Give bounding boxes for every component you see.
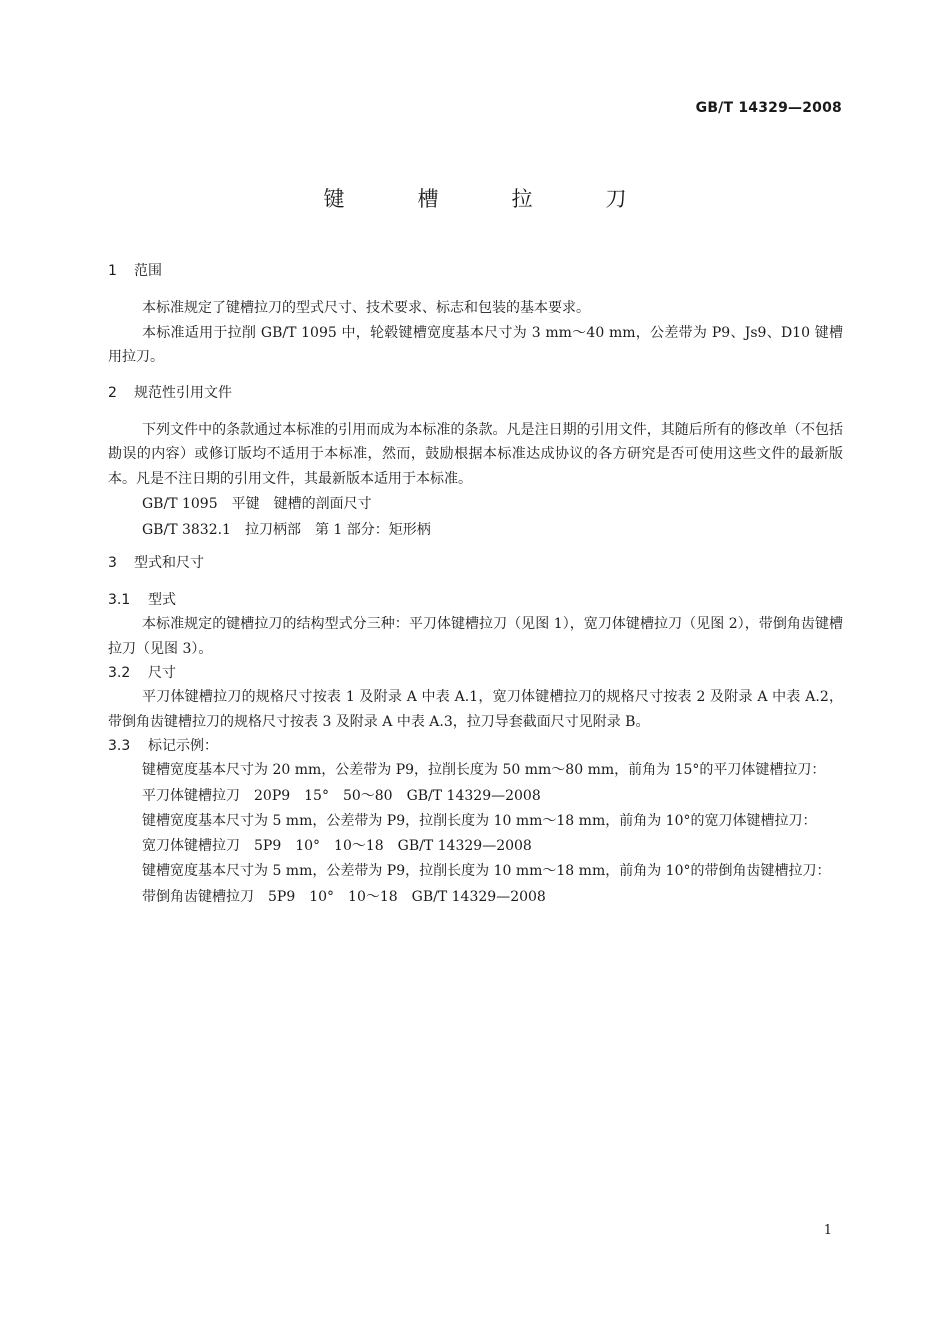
paragraph: 平刀体键槽拉刀的规格尺寸按表 1 及附录 A 中表 A.1，宽刀体键槽拉刀的规格尺寸按表 2 及附录 A 中表 A.2，带倒角齿键槽拉刀的规格尺寸按表 3 及附录 A 中表 A.3，拉刀导套截面尺寸见附录 B。 bbox=[108, 689, 843, 730]
document-body bbox=[108, 260, 843, 910]
reference-item: GB/T 3832.1 拉刀柄部 第 1 部分：矩形柄 bbox=[142, 522, 431, 538]
subsection-heading-marking-examples bbox=[108, 734, 843, 758]
subsection-title: 标记示例： bbox=[148, 738, 218, 754]
subsection-title: 尺寸 bbox=[148, 665, 176, 681]
section-title: 规范性引用文件 bbox=[134, 384, 232, 401]
example-marking: 平刀体键槽拉刀 20P9 15° 50～80 GB/T 14329—2008 bbox=[142, 787, 541, 804]
section-number: 2 bbox=[108, 384, 117, 401]
subsection-title: 型式 bbox=[148, 592, 176, 608]
document-title: 键 槽 拉 刀 bbox=[323, 187, 653, 211]
subsection-number: 3.3 bbox=[108, 738, 131, 754]
section-title: 范围 bbox=[134, 263, 162, 279]
example-marking: 宽刀体键槽拉刀 5P9 10° 10～18 GB/T 14329—2008 bbox=[142, 838, 532, 854]
subsection-heading-dimensions bbox=[108, 661, 843, 685]
section-number: 3 bbox=[108, 555, 117, 571]
example-description: 键槽宽度基本尺寸为 5 mm，公差带为 P9，拉削长度为 10 mm～18 mm，前角为 10°的宽刀体键槽拉刀： bbox=[142, 812, 817, 829]
section-heading-normative-references bbox=[108, 382, 843, 404]
paragraph: 本标准规定了键槽拉刀的型式尺寸、技术要求、标志和包装的基本要求。 bbox=[142, 300, 590, 316]
example-marking: 带倒角齿键槽拉刀 5P9 10° 10～18 GB/T 14329—2008 bbox=[142, 888, 546, 905]
section-heading-scope bbox=[108, 260, 843, 282]
paragraph: 本标准规定的键槽拉刀的结构型式分三种：平刀体键槽拉刀（见图 1），宽刀体键槽拉刀（见图 2），带倒角齿键槽拉刀（见图 3）。 bbox=[108, 616, 843, 657]
subsection-number: 3.1 bbox=[108, 592, 131, 608]
reference-item: GB/T 1095 平键 键槽的剖面尺寸 bbox=[142, 496, 372, 512]
example-description: 键槽宽度基本尺寸为 20 mm，公差带为 P9，拉削长度为 50 mm～80 mm，前角为 15°的平刀体键槽拉刀： bbox=[142, 762, 826, 778]
section-title: 型式和尺寸 bbox=[134, 555, 204, 571]
section-number: 1 bbox=[108, 263, 117, 279]
subsection-heading-types bbox=[108, 588, 843, 612]
paragraph: 本标准适用于拉削 GB/T 1095 中，轮毂键槽宽度基本尺寸为 3 mm～40 mm，公差带为 P9、Js9、D10 键槽用拉刀。 bbox=[108, 324, 843, 365]
page-number: 1 bbox=[823, 1223, 832, 1238]
standard-code: GB/T 14329—2008 bbox=[695, 100, 842, 116]
subsection-number: 3.2 bbox=[108, 665, 131, 681]
example-description: 键槽宽度基本尺寸为 5 mm，公差带为 P9，拉削长度为 10 mm～18 mm，前角为 10°的带倒角齿键槽拉刀： bbox=[142, 863, 831, 879]
paragraph: 下列文件中的条款通过本标准的引用而成为本标准的条款。凡是注日期的引用文件，其随后所有的修改单（不包括勘误的内容）或修订版均不适用于本标准，然而，鼓励根据本标准达成协议的各方研究是否可使用这些文件的最新版本。凡是不注日期的引用文件，其最新版本适用于本标准。 bbox=[108, 421, 843, 487]
section-heading-types-and-dimensions bbox=[108, 552, 843, 574]
